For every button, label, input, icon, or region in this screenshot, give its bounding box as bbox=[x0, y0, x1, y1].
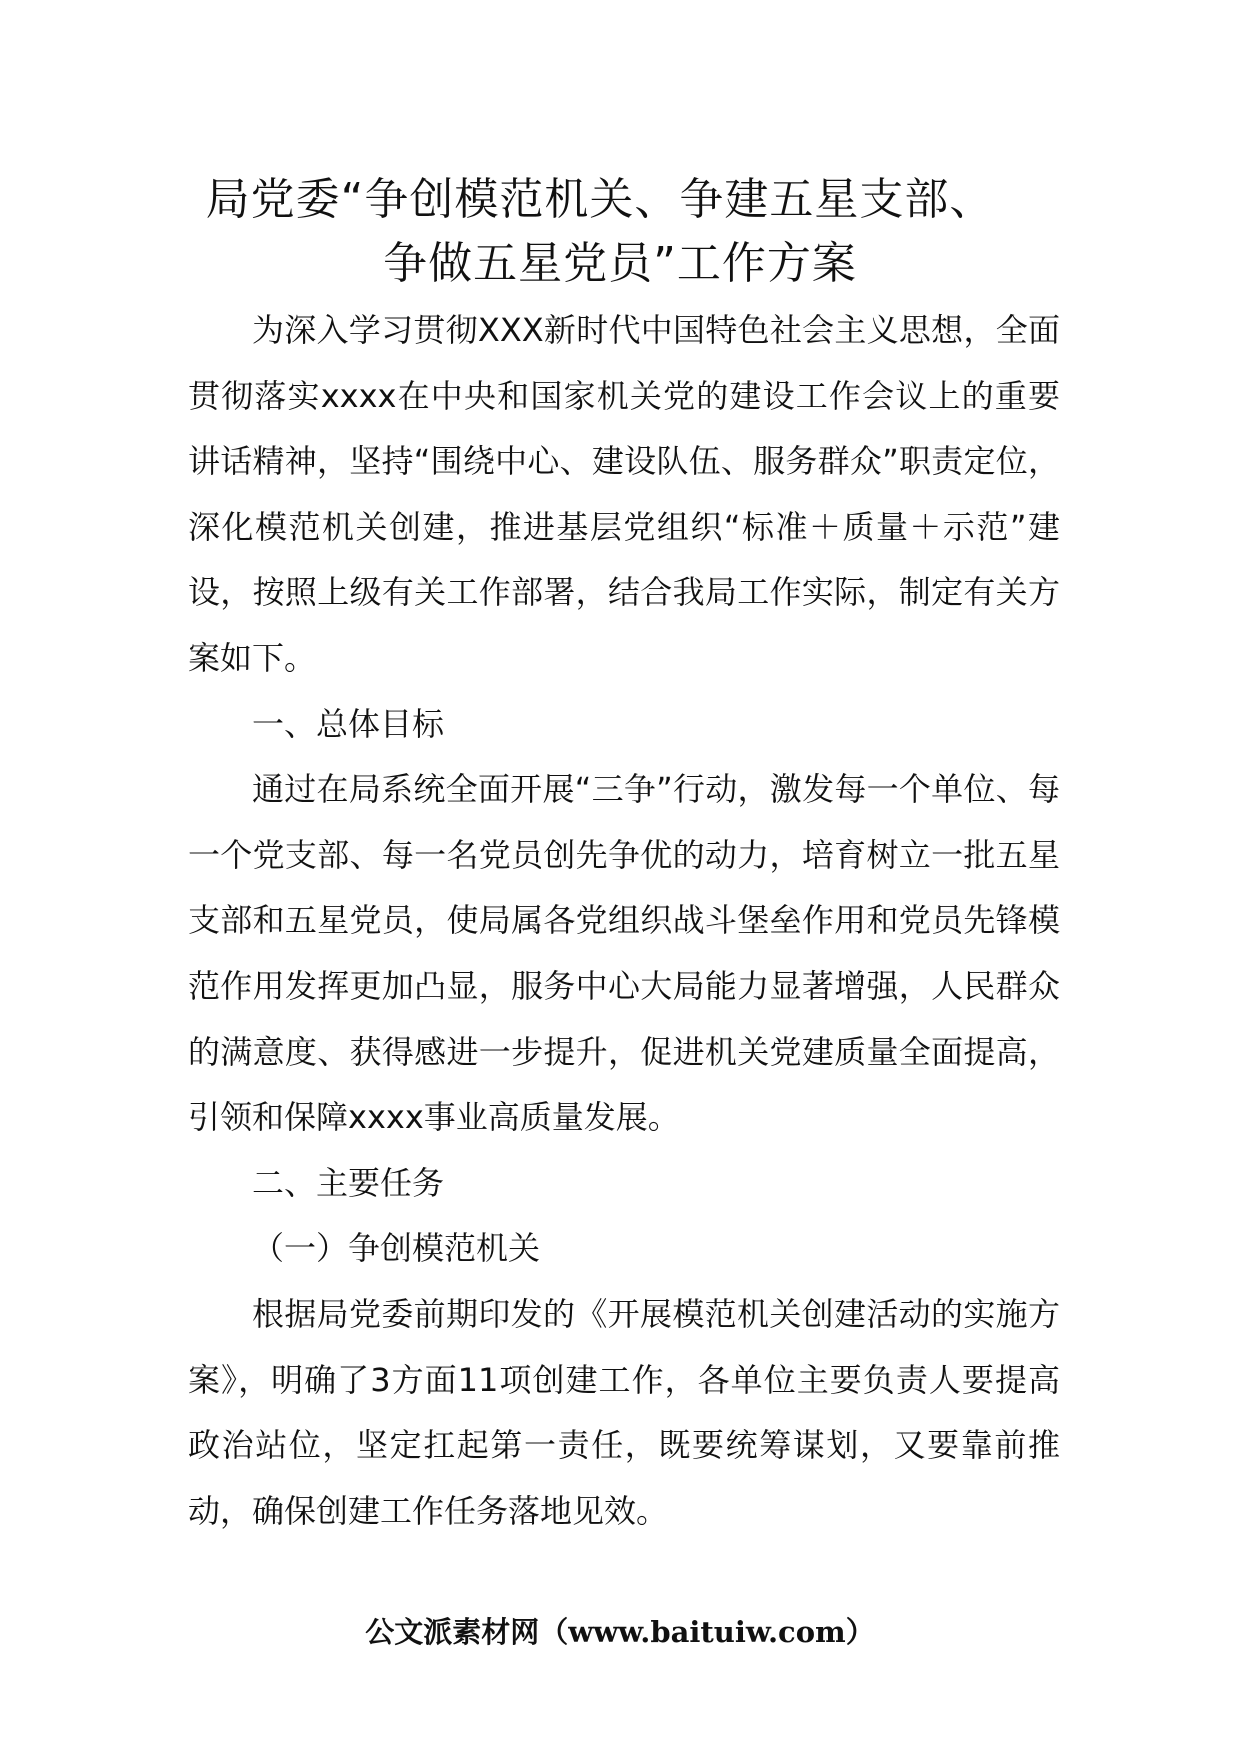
document-title-line-2: 争做五星党员”工作方案 bbox=[383, 238, 857, 289]
footer-watermark: 公文派素材网（www.baituiw.com） bbox=[365, 1615, 875, 1649]
intro-paragraph: 为深入学习贯彻XXX新时代中国特色社会主义思想，全面贯彻落实xxxx在中央和国家机关党的建设工作会议上的重要讲话精神，坚持“围绕中心、建设队伍、服务群众”职责定位，深化模范机关创建，推进基层党组织“标准＋质量＋示范”建设，按照上级有关工作部署，结合我局工作实际，制定有关方案如下。 bbox=[188, 311, 1060, 677]
section-heading-main-tasks: 二、主要任务 bbox=[252, 1163, 445, 1202]
subsection-heading-model-organ: （一）争创模范机关 bbox=[252, 1229, 541, 1268]
section-heading-overall-goal: 一、总体目标 bbox=[252, 704, 445, 743]
document-body bbox=[188, 298, 1060, 1544]
overall-goal-paragraph: 通过在局系统全面开展“三争”行动，激发每一个单位、每一个党支部、每一名党员创先争优的动力，培育树立一批五星支部和五星党员，使局属各党组织战斗堡垒作用和党员先锋模范作用发挥更加凸显，服务中心大局能力显著增强，人民群众的满意度、获得感进一步提升，促进机关党建质量全面提高，引领和保障xxxx事业高质量发展。 bbox=[188, 770, 1060, 1137]
model-organ-paragraph: 根据局党委前期印发的《开展模范机关创建活动的实施方案》，明确了3方面11项创建工作，各单位主要负责人要提高政治站位，坚定扛起第一责任，既要统筹谋划，又要靠前推动，确保创建工作任务落地见效。 bbox=[188, 1294, 1060, 1530]
document-title-line-1: 局党委“争创模范机关、争建五星支部、 bbox=[205, 174, 995, 225]
